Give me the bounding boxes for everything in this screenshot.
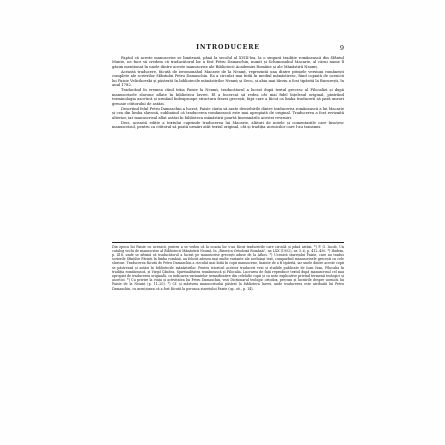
body-paragraph-5: Deci, această ediție a textului cuprinde traducerea lui Macarie, alături de notele și comentariile care însoțesc manuscrisul, pentru ca cititorul să poată urmări atât textul original, cât și tradiția ucenicilor care l-au transmis. [112, 120, 344, 130]
running-head [112, 43, 344, 53]
footnotes [112, 245, 344, 291]
body-paragraph-4: Descriind felul Petru Damaschin a lucrat, Paisie căuta să arate deosebirile dintre traducerea românească a lui Macarie și cea din limba slavonă, subliniind că traducerea românească este mai apropiată de original. Traducerea a fost revizuită ulterior, iar manuscrisul aflat astăzi în biblioteca mănăstirii poartă însemnările acestei revizuiri. [112, 106, 344, 120]
body-paragraph-2: Această traducere, făcută de ieromonahul Macarie de la Neamț, reprezintă una dintre primele versiuni românești complete ale scrierilor Sfântului Petru Damaschin. Ea a circulat mai întâi în mediul mănăstiresc, fiind copiată de ucenicii lui Paisie Velicikovski și păstrată în bibliotecile mănăstirilor Neamț și Secu, și abia mai târziu a fost tipărită la București, în anul 1782. [112, 69, 344, 88]
body-text [112, 56, 344, 130]
footnote-text: Din epoca lui Paisie cu ucenicii, pentru a se vedea că la ocazia lor s-au făcut traducerile care circulă și până astăzi. *) P. G. Iacob, Un catalog vechi de manuscrise al Bibliotecii Mănăstirii Neamț, în „Biserica Ortodoxă Română”, an LXX (1952), nr. 5–6, p. 412–430. *) Ibidem, p. 418, unde se afirmă că traducătorul a lucrat pe manuscrise grecești aduse de la Athos. *) Ucenicii starețului Paisie, care au tradus scrierile Sfinților Părinți în limba română, au folosit adesea mai multe variante ale aceluiași text, comparând manuscrisele grecești cu cele slavone. Traducerea făcută de Petru Damaschin a circulat mai întâi în copii manuscrise, înainte de a fi tipărită, iar unele dintre aceste copii se păstrează și astăzi în bibliotecile mănăstirilor. Pentru istoricul acestor traduceri vezi și studiile publicate de Ioan Ivan, Filocalia în tradiția românească, și Virgil Cândea, Spiritualitatea românească și Filocalia. Lucrarea de față reproduce textul după manuscrisul cel mai apropiat de traducerea originală, cu indicarea variantelor semnificative din celelalte copii și cu note explicative privind termenii teologici și ascetici. *) Cu privire la viața și activitatea lui Petru Damaschin, vezi Dicționarul teologic ortodox, precum și lucrările despre ucenicii lui Paisie de la Neamț (p. 11–20). *) Cf. și mărturia manuscrisului păstrat la biblioteca lavrei, unde traducerea este atribuită lui Petru Damaschin, cu mențiunea că a fost făcută la porunca starețului Paisie (op. cit., p. 14). [112, 244, 344, 291]
body-paragraph-1: Faptul că aceste manuscrise se limitează, până la secolul al XVIII-lea, la o singură tradiție românească din Sfântul Munte, ne face să credem că traducătorul lor a fost Petru Damaschin, numit și Schimonahul Macarie, al cărui nume îl găsim menționat în unele dintre aceste manuscrise ale Bibliotecii Academiei Române și ale Mănăstirii Neamț. [112, 56, 344, 69]
running-title: INTRODUCERE [196, 44, 260, 51]
page-number: 9 [339, 44, 344, 52]
body-paragraph-3: Traducând în vremea când trăia Paisie la Neamț, traducătorul a lucrat după textul grecesc al Filocaliei și după manuscrisele slavone aflate în biblioteca lavrei. El a încercat să redea cât mai fidel înțelesul original, păstrând terminologia ascetică și urmând îndeaproape structura frazei grecești, fapt care a făcut ca limba traducerii să pară uneori greoaie cititorului de astăzi. [112, 88, 344, 106]
footnote-separator [112, 242, 344, 243]
